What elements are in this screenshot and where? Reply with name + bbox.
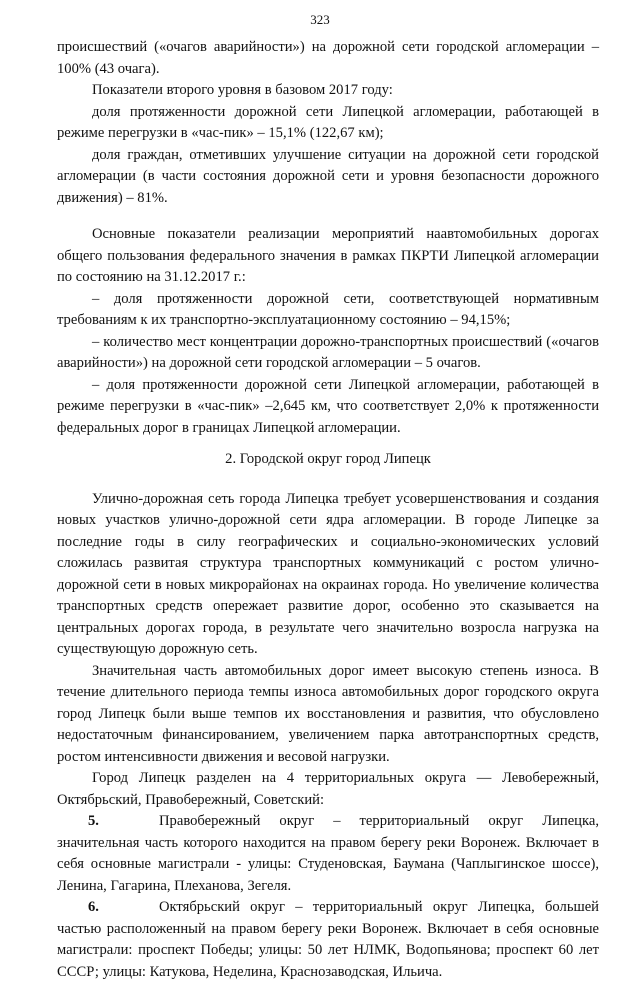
spacer — [57, 439, 599, 445]
section-heading: 2. Городской округ город Липецк — [225, 451, 431, 467]
paragraph: доля граждан, отметивших улучшение ситуации на дорожной сети городской агломерации (в части состояния дорожной сети и уровня безопасности дорожного движения) – 81%. — [57, 146, 599, 206]
paragraph: Показатели второго уровня в базовом 2017 году: — [92, 82, 393, 98]
paragraph: Основные показатели реализации мероприятий наавтомобильных дорогах общего пользования федерального значения в рамках ПКРТИ Липецкой агломерации по состоянию на 31.12.2017 г.: — [57, 226, 599, 285]
item-number: 5. — [88, 813, 99, 829]
paragraph: Улично-дорожная сеть города Липецка требует усовершенствования и создания новых участков улично-дорожной сети ядра агломерации. В городе Липецке за последние годы в силу географических и социально-экономических условий сложилась развитая структура транспортных коммуникаций с ростом улично-дорожной сети в новых микрорайонах на окраинах города. Но увеличение количества транспортных средств опережает развитие дорог, особенно это сказывается на центральных дорогах города, в результате чего значительно возросла нагрузка на существующую дорожную сеть. — [57, 490, 599, 657]
page-number: 323 — [310, 12, 330, 27]
document-body — [57, 37, 599, 983]
paragraph: происшествий («очагов аварийности») на дорожной сети городской агломерации – 100% (43 очага). — [57, 39, 599, 77]
paragraph: Город Липецк разделен на 4 территориальных округа — Левобережный, Октябрьский, Правобережный, Советский: — [57, 770, 599, 808]
list-item: – доля протяженности дорожной сети Липецкой агломерации, работающей в режиме перегрузки в «час-пик» –2,645 км, что соответствует 2,0% к протяженности федеральных дорог в границах Липецкой агломерации. — [57, 376, 599, 436]
numbered-item — [57, 811, 599, 897]
item-number: 6. — [88, 899, 99, 915]
spacer — [57, 209, 599, 224]
numbered-item — [57, 897, 599, 983]
paragraph: доля протяженности дорожной сети Липецкой агломерации, работающей в режиме перегрузки в «час-пик» – 15,1% (122,67 км); — [57, 103, 599, 141]
paragraph: Значительная часть автомобильных дорог имеет высокую степень износа. В течение длительного периода темпы износа автомобильных дорог городского округа город Липецк были выше темпов их восстановления и развития, что обусловлено недостаточным финансированием, увеличением парка автотранспортных средств, ростом интенсивности движения и весовой нагрузки. — [57, 662, 599, 765]
item-text: Правобережный округ – территориальный округ Липецка, значительная часть которого находится на правом берегу реки Воронеж. Включает в себя основные магистрали - улицы: Студеновская, Баумана (Чаплыгинское шоссе), Ленина, Гагарина, Плеханова, Зегеля. — [57, 813, 599, 894]
list-item: – доля протяженности дорожной сети, соответствующей нормативным требованиям к их транспортно-эксплуатационному состоянию – 94,15%; — [57, 290, 599, 328]
item-text: Октябрьский округ – территориальный округ Липецка, большей частью расположенный на правом берегу реки Воронеж. Включает в себя основные магистрали: проспект Победы; улицы: 50 лет НЛМК, Водопьянова; проспект 60 лет СССР; улицы: Катукова, Неделина, Краснозаводская, Ильича. — [57, 899, 599, 980]
list-item: – количество мест концентрации дорожно-транспортных происшествий («очагов аварийности») на дорожной сети городской агломерации – 5 очагов. — [57, 333, 599, 371]
